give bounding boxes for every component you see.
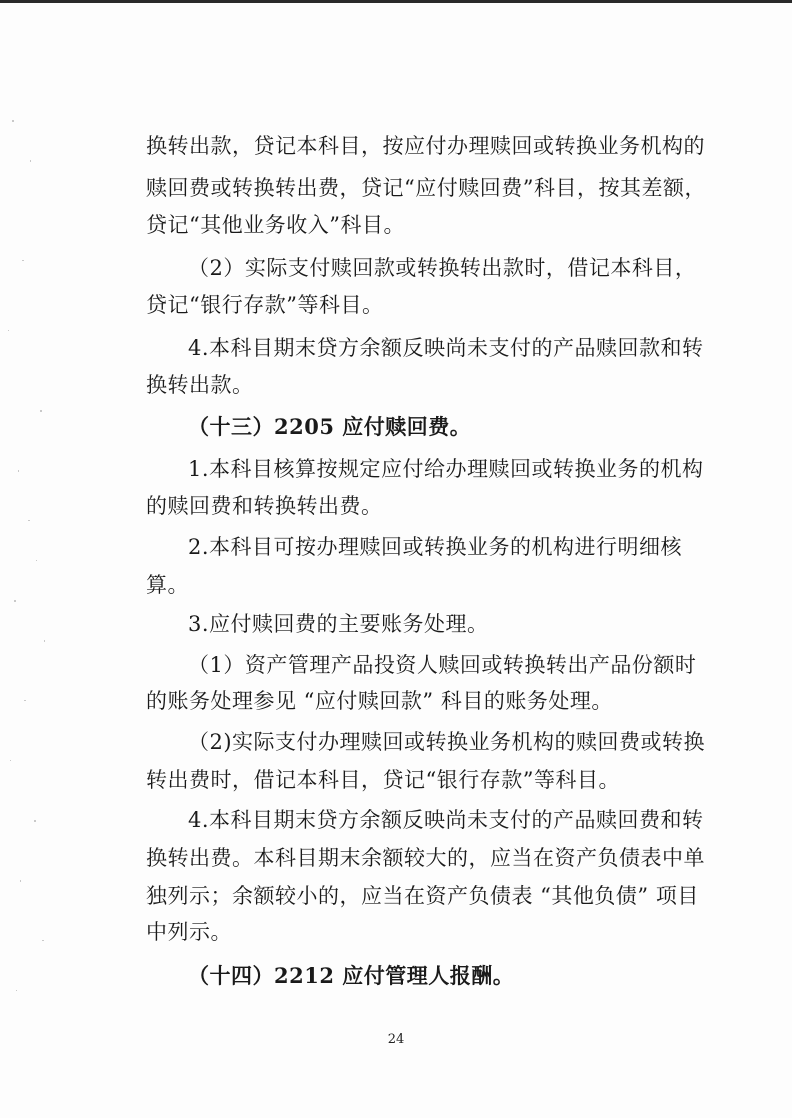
paragraph-line: 4.本科目期末贷方余额反映尚未支付的产品赎回款和转 [188, 336, 704, 360]
paragraph-line: 的赎回费和转换转出费。 [146, 494, 383, 518]
paragraph-line: 换转出费。本科目期末余额较大的，应当在资产负债表中单 [146, 846, 705, 870]
paragraph-line: 贷记“银行存款”等科目。 [146, 293, 384, 317]
section-heading: （十四）2212 应付管理人报酬。 [188, 963, 515, 988]
paragraph-line: 的账务处理参见 “应付赎回款” 科目的账务处理。 [146, 689, 613, 713]
scan-noise-margin [0, 0, 60, 1118]
paragraph-line: （2)实际支付办理赎回或转换业务机构的赎回费或转换 [188, 730, 706, 754]
paragraph-line: 3.应付赎回费的主要账务处理。 [188, 612, 489, 636]
scan-top-edge [0, 0, 792, 3]
paragraph-line: （1）资产管理产品投资人赎回或转换转出产品份额时 [188, 653, 697, 677]
page-number: 24 [387, 1032, 405, 1047]
paragraph-line: 换转出款。 [146, 373, 254, 397]
paragraph-line: 4.本科目期末贷方余额反映尚未支付的产品赎回费和转 [188, 808, 704, 832]
paragraph-line: 独列示；余额较小的，应当在资产负债表 “其他负债” 项目 [146, 884, 699, 908]
paragraph-line: 赎回费或转换转出费，贷记“应付赎回费”科目，按其差额， [146, 176, 706, 200]
paragraph-line: 1.本科目核算按规定应付给办理赎回或转换业务的机构 [188, 457, 704, 481]
paragraph-line: 贷记“其他业务收入”科目。 [146, 213, 405, 237]
section-heading: （十三）2205 应付赎回费。 [188, 414, 472, 439]
paragraph-line: 2.本科目可按办理赎回或转换业务的机构进行明细核 [188, 535, 683, 559]
paragraph-line: 换转出款，贷记本科目，按应付办理赎回或转换业务机构的 [146, 134, 705, 158]
paragraph-line: （2）实际支付赎回款或转换转出款时，借记本科目， [188, 256, 697, 280]
paragraph-line: 中列示。 [146, 920, 232, 944]
paragraph-line: 转出费时，借记本科目，贷记“银行存款”等科目。 [146, 768, 620, 792]
paragraph-line: 算。 [146, 573, 189, 597]
